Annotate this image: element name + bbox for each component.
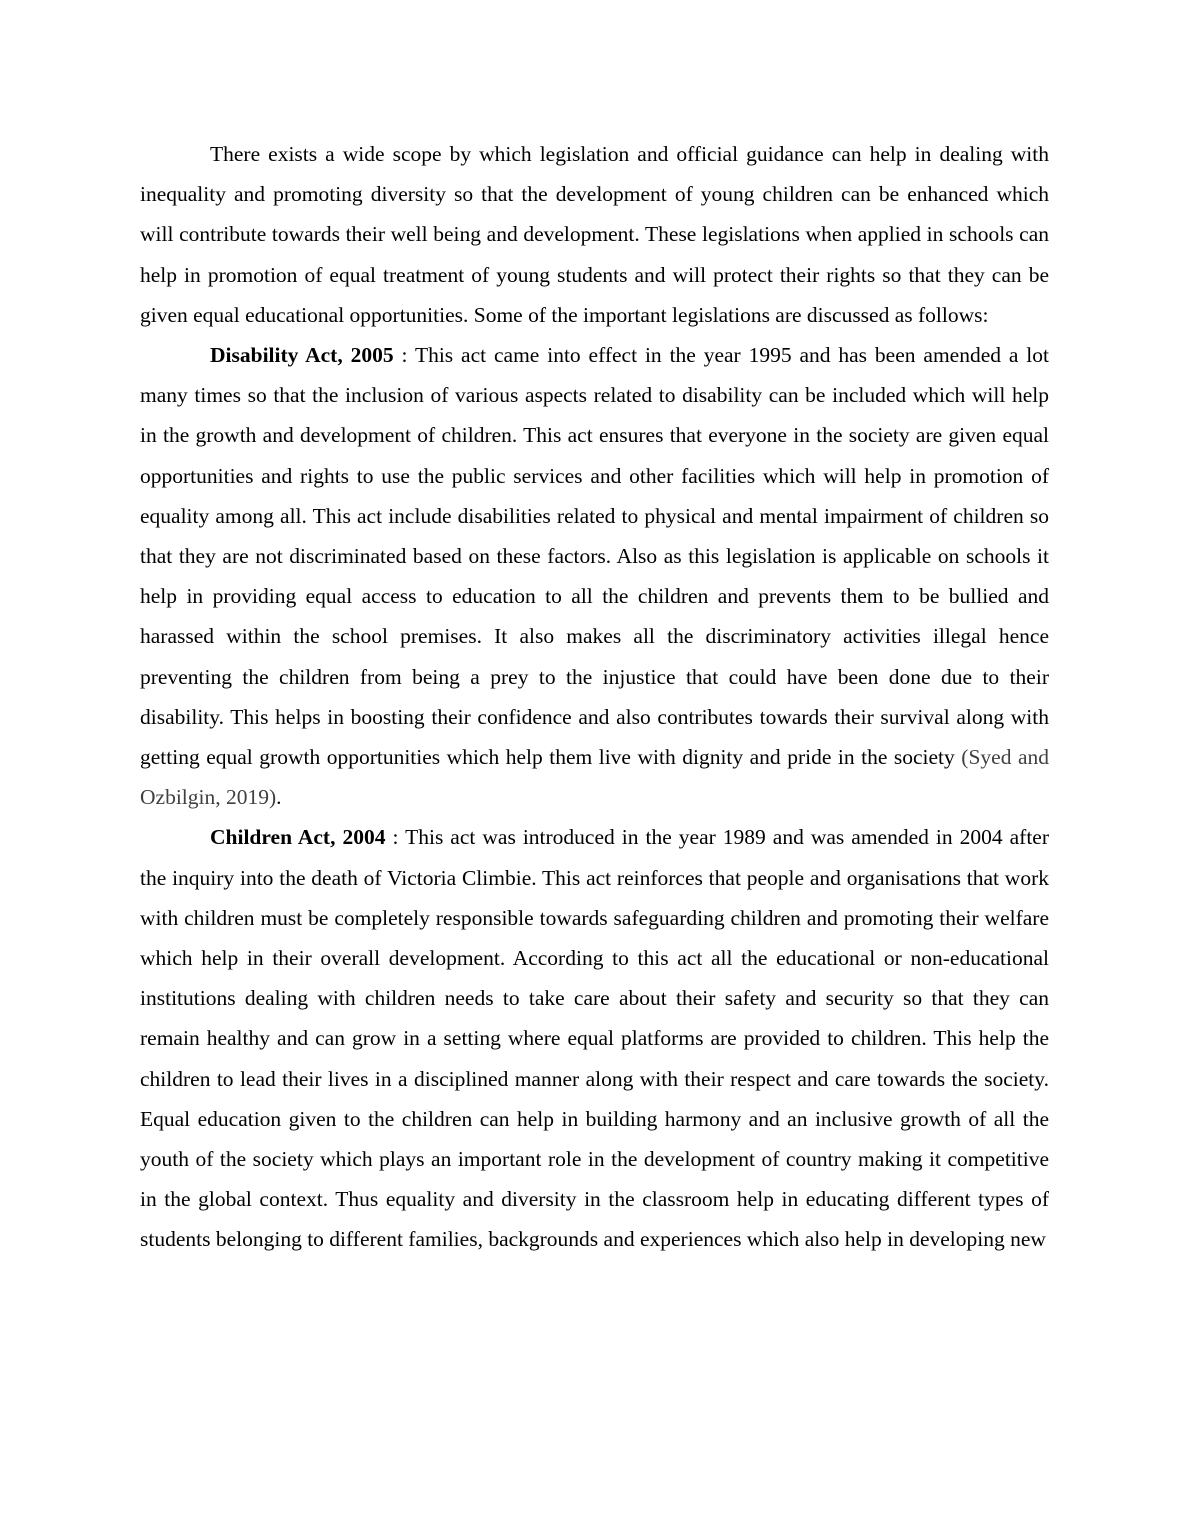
children-act-paragraph	[140, 817, 1049, 1259]
intro-text: There exists a wide scope by which legislation and official guidance can help in dealing with inequality and promoting diversity so that the development of young children can be enhanced which will contribute towards their well being and development. These legislations when applied in schools can help in promotion of equal treatment of young students and will protect their rights so that they can be given equal educational opportunities. Some of the important legislations are discussed as follows:	[140, 142, 1049, 327]
disability-act-heading: Disability Act, 2005	[210, 343, 394, 368]
intro-paragraph	[140, 134, 1049, 335]
children-act-text: : This act was introduced in the year 1989 and was amended in 2004 after the inquiry into the death of Victoria Climbie. This act reinforces that people and organisations that work with children must be completely responsible towards safeguarding children and promoting their welfare which help in their overall development. According to this act all the educational or non-educational institutions dealing with children needs to take care about their safety and security so that they can remain healthy and can grow in a setting where equal platforms are provided to children. This help the children to lead their lives in a disciplined manner along with their respect and care towards the society. Equal education given to the children can help in building harmony and an inclusive growth of all the youth of the society which plays an important role in the development of country making it competitive in the global context. Thus equality and diversity in the classroom help in educating different types of students belonging to different families, backgrounds and experiences which also help in developing new	[140, 825, 1049, 1252]
disability-act-citation: (Syed and Ozbilgin, 2019)	[140, 745, 1050, 810]
disability-act-paragraph	[140, 335, 1049, 817]
document-page	[140, 134, 1049, 1260]
disability-act-text: : This act came into effect in the year 1995 and has been amended a lot many times so that the inclusion of various aspects related to disability can be included which will help in the growth and development of children. This act ensures that everyone in the society are given equal opportunities and rights to use the public services and other facilities which will help in promotion of equality among all. This act include disabilities related to physical and mental impairment of children so that they are not discriminated based on these factors. Also as this legislation is applicable on schools it help in providing equal access to education to all the children and prevents them to be bullied and harassed within the school premises. It also makes all the discriminatory activities illegal hence preventing the children from being a prey to the injustice that could have been done due to their disability. This helps in boosting their confidence and also contributes towards their survival along with getting equal growth opportunities which help them live with dignity and pride in the society	[140, 343, 1050, 770]
disability-act-ending: .	[276, 785, 282, 810]
children-act-heading: Children Act, 2004	[210, 825, 386, 850]
